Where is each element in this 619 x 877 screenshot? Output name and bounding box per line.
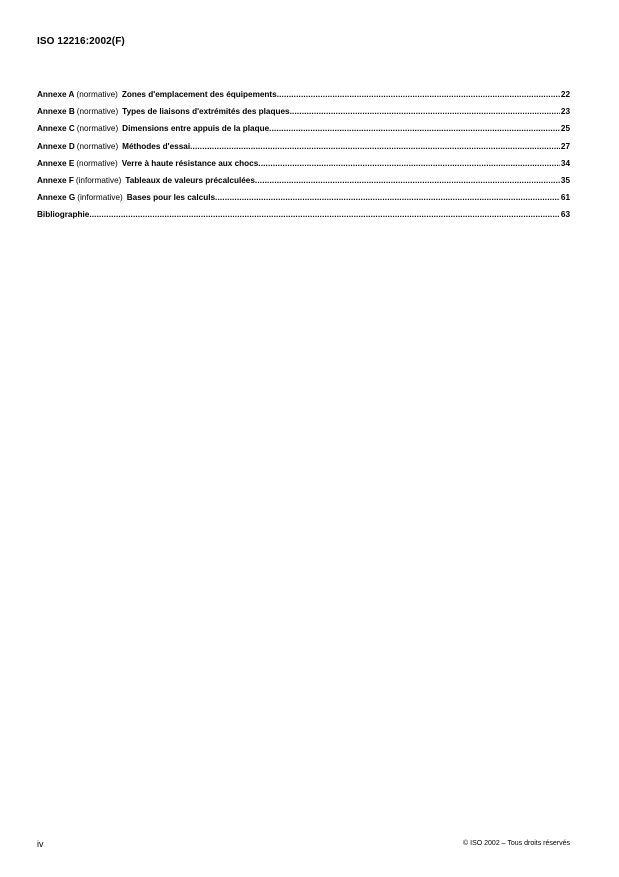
toc-entry-title: Zones d'emplacement des équipements — [121, 90, 277, 99]
toc-entry-type: (normative) — [76, 141, 119, 151]
toc-entry-type: (normative) — [76, 90, 118, 99]
toc-entry-label: Bibliographie — [37, 210, 90, 220]
toc-dot-leader — [277, 86, 560, 103]
toc-dot-leader — [255, 172, 560, 189]
toc-entry-annexe-e[interactable] — [37, 155, 570, 172]
toc-entry-page: 35 — [560, 175, 570, 185]
toc-entry-page: 25 — [560, 124, 570, 134]
toc-entry-annexe-d[interactable] — [37, 138, 570, 155]
toc-entry-type: (normative) — [76, 107, 119, 117]
toc-entry-label: Annexe E — [37, 158, 75, 168]
toc-entry-label: Annexe G — [37, 193, 76, 203]
toc-entry-type: (normative) — [76, 158, 118, 168]
toc-entry-page: 34 — [560, 158, 570, 168]
toc-entry-page: 27 — [560, 141, 570, 151]
toc-dot-leader — [190, 138, 560, 155]
toc-entry-title: Bases pour les calculs — [126, 193, 216, 203]
toc-dot-leader — [290, 103, 560, 120]
toc-entry-title: Méthodes d'essai — [122, 141, 191, 151]
document-header: ISO 12216:2002(F) — [37, 36, 125, 47]
toc-entry-annexe-c[interactable] — [37, 120, 570, 137]
toc-dot-leader — [215, 189, 560, 206]
page-number: iv — [37, 839, 44, 849]
toc-entry-title: Dimensions entre appuis de la plaque — [122, 124, 270, 134]
toc-entry-label: Annexe B — [37, 107, 75, 117]
toc-entry-page: 61 — [560, 193, 570, 203]
toc-entry-page: 23 — [560, 107, 570, 117]
toc-entry-page: 63 — [560, 210, 570, 220]
toc-entry-page: 22 — [560, 90, 570, 99]
toc-entry-annexe-f[interactable] — [37, 172, 570, 189]
toc-entry-label: Annexe A — [37, 90, 75, 99]
toc-entry-type: (normative) — [76, 124, 119, 134]
toc-entry-annexe-b[interactable] — [37, 103, 570, 120]
toc-entry-label: Annexe F — [37, 175, 74, 185]
toc-entry-type: (informative) — [77, 193, 123, 203]
toc-entry-title: Verre à haute résistance aux chocs — [121, 158, 259, 168]
toc-entry-title: Tableaux de valeurs précalculées — [125, 175, 255, 185]
copyright-notice: © ISO 2002 – Tous droits réservés — [463, 840, 570, 847]
toc-entry-label: Annexe D — [37, 141, 75, 151]
toc-entry-annexe-g[interactable] — [37, 189, 570, 206]
table-of-contents — [37, 86, 570, 224]
toc-entry-bibliographie[interactable] — [37, 206, 570, 223]
toc-dot-leader — [89, 206, 560, 223]
toc-entry-type: (informative) — [75, 175, 122, 185]
toc-entry-annexe-a[interactable] — [37, 86, 570, 103]
toc-dot-leader — [269, 120, 560, 137]
toc-entry-title: Types de liaisons d'extrémités des plaques — [122, 107, 290, 117]
toc-entry-label: Annexe C — [37, 124, 75, 134]
toc-dot-leader — [258, 155, 560, 172]
